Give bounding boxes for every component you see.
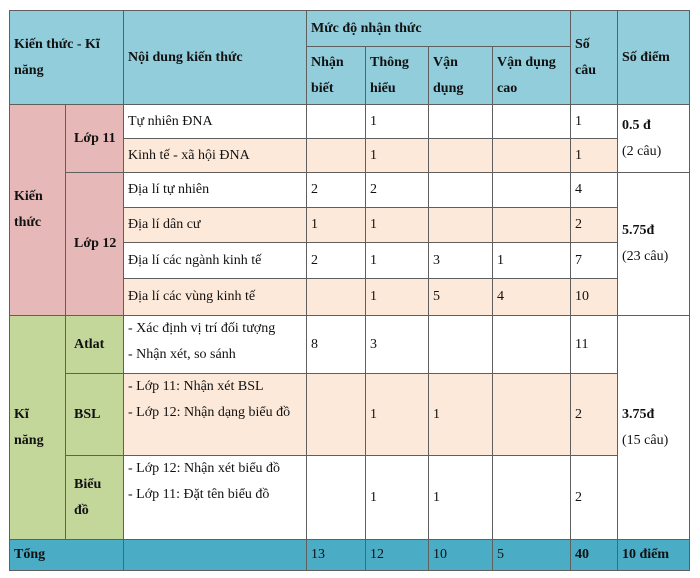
cell-vd: 5	[429, 279, 493, 316]
section-ki-nang: Kĩ năng	[10, 316, 66, 540]
group-bsl: BSL	[66, 374, 124, 456]
cell-th: 1	[366, 456, 429, 540]
cell-vd	[429, 316, 493, 374]
header-kien-thuc-ki-nang: Kiến thức - Kĩ năng	[10, 11, 124, 105]
content-line: - Lớp 11: Nhận xét BSL	[128, 379, 264, 394]
cell-th: 1	[366, 105, 429, 139]
cell-so-cau: 11	[571, 316, 618, 374]
cell-nb: 1	[307, 208, 366, 243]
cell-nb: 2	[307, 243, 366, 279]
points-count: (2 câu)	[622, 143, 662, 159]
content-dia-li-cac-vung-kinh-te: Địa lí các vùng kinh tế	[124, 279, 307, 316]
section-kien-thuc: Kiến thức	[10, 105, 66, 316]
total-content	[124, 540, 307, 571]
cell-so-cau: 4	[571, 173, 618, 208]
content-bsl	[124, 374, 307, 456]
cell-so-cau: 2	[571, 374, 618, 456]
content-dia-li-cac-nganh-kinh-te: Địa lí các ngành kinh tế	[124, 243, 307, 279]
cell-vdc: 4	[493, 279, 571, 316]
content-line: - Lớp 12: Nhận dạng biểu đồ	[128, 405, 291, 420]
cell-nb	[307, 279, 366, 316]
total-nb: 13	[307, 540, 366, 571]
points-value: 0.5 đ	[622, 117, 651, 133]
points-lop-11	[618, 105, 690, 173]
header-so-cau: Số câu	[571, 11, 618, 105]
cell-vdc	[493, 374, 571, 456]
group-atlat: Atlat	[66, 316, 124, 374]
cell-so-cau: 10	[571, 279, 618, 316]
total-th: 12	[366, 540, 429, 571]
content-line: - Lớp 11: Đặt tên biểu đồ	[128, 487, 270, 502]
cell-vdc	[493, 316, 571, 374]
cell-vdc	[493, 105, 571, 139]
cell-nb	[307, 456, 366, 540]
header-muc-do-nhan-thuc: Mức độ nhận thức	[307, 11, 571, 47]
cell-nb	[307, 139, 366, 173]
header-van-dung: Vận dụng	[429, 47, 493, 105]
cell-vdc	[493, 173, 571, 208]
cell-th: 1	[366, 279, 429, 316]
cell-vd: 1	[429, 456, 493, 540]
points-value: 5.75đ	[622, 223, 655, 238]
content-tu-nhien-dna: Tự nhiên ĐNA	[124, 105, 307, 139]
content-line: - Lớp 12: Nhận xét biểu đồ	[128, 461, 281, 476]
group-bieu-do: Biểu đồ	[66, 456, 124, 540]
cell-th: 2	[366, 173, 429, 208]
cell-vd	[429, 208, 493, 243]
cell-vdc	[493, 456, 571, 540]
content-dia-li-tu-nhien: Địa lí tự nhiên	[124, 173, 307, 208]
cell-vd: 1	[429, 374, 493, 456]
total-vd: 10	[429, 540, 493, 571]
cell-th: 1	[366, 243, 429, 279]
cell-so-cau: 2	[571, 208, 618, 243]
header-nhan-biet: Nhận biết	[307, 47, 366, 105]
points-value: 3.75đ	[622, 406, 655, 422]
header-noi-dung: Nội dung kiến thức	[124, 11, 307, 105]
total-so-cau: 40	[571, 540, 618, 571]
cell-th: 3	[366, 316, 429, 374]
header-so-diem: Số điểm	[618, 11, 690, 105]
cell-so-cau: 1	[571, 139, 618, 173]
content-dia-li-dan-cu: Địa lí dân cư	[124, 208, 307, 243]
total-vdc: 5	[493, 540, 571, 571]
total-label: Tổng	[10, 540, 124, 571]
points-ki-nang	[618, 316, 690, 540]
cell-nb: 2	[307, 173, 366, 208]
cell-vd	[429, 105, 493, 139]
header-van-dung-cao: Vận dụng cao	[493, 47, 571, 105]
content-line: - Nhận xét, so sánh	[128, 347, 236, 362]
content-line: - Xác định vị trí đối tượng	[128, 321, 276, 336]
cell-vdc	[493, 208, 571, 243]
cell-nb	[307, 374, 366, 456]
cell-so-cau: 1	[571, 105, 618, 139]
cell-so-cau: 7	[571, 243, 618, 279]
cell-th: 1	[366, 208, 429, 243]
header-thong-hieu: Thông hiểu	[366, 47, 429, 105]
cell-vdc	[493, 139, 571, 173]
knowledge-matrix-table	[9, 10, 690, 571]
content-kinh-te-xa-hoi-dna: Kinh tế - xã hội ĐNA	[124, 139, 307, 173]
total-so-diem: 10 điểm	[618, 540, 690, 571]
cell-vd: 3	[429, 243, 493, 279]
cell-th: 1	[366, 374, 429, 456]
cell-vd	[429, 173, 493, 208]
points-count: (23 câu)	[622, 249, 669, 264]
cell-th: 1	[366, 139, 429, 173]
content-atlat	[124, 316, 307, 374]
cell-vdc: 1	[493, 243, 571, 279]
cell-so-cau: 2	[571, 456, 618, 540]
group-lop-11: Lớp 11	[66, 105, 124, 173]
points-count: (15 câu)	[622, 432, 669, 448]
group-lop-12: Lớp 12	[66, 173, 124, 316]
cell-vd	[429, 139, 493, 173]
points-lop-12	[618, 173, 690, 316]
cell-nb: 8	[307, 316, 366, 374]
cell-nb	[307, 105, 366, 139]
content-bieu-do	[124, 456, 307, 540]
